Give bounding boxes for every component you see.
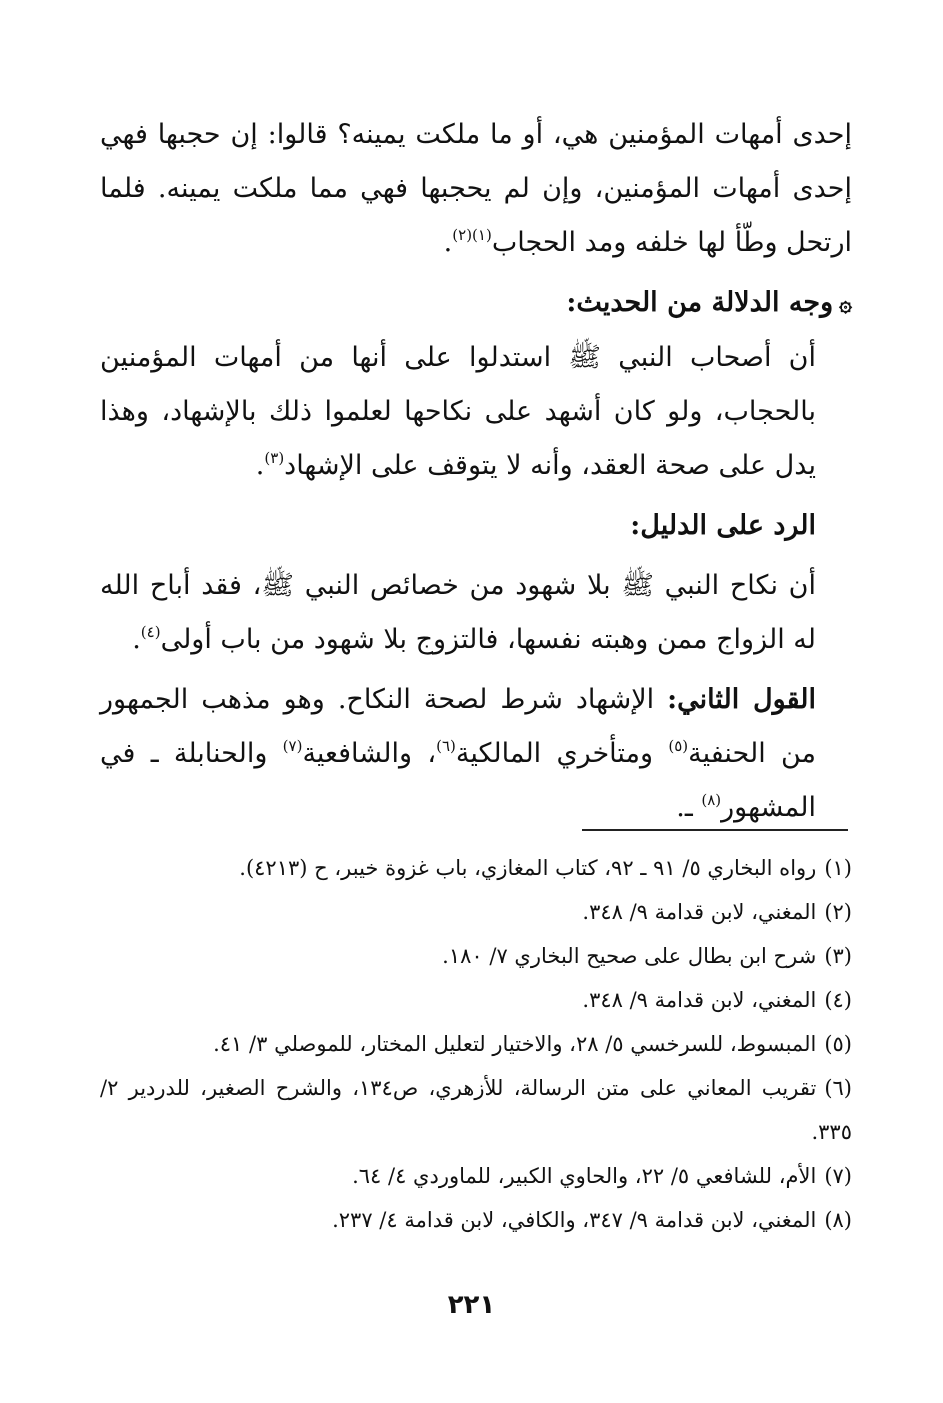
evidence-text: أن أصحاب النبي ﷺ استدلوا على أنها من أمهات المؤمنين بالحجاب، ولو كان أشهد على نكاحها لعلموا ذلك بالإشهاد، وهذا يدل على صحة العقد، وأنه لا يتوقف على الإشهاد — [100, 342, 816, 481]
footnote-2 — [100, 890, 852, 934]
heading-evidence-text: وجه الدلالة من الحديث: — [566, 287, 834, 318]
footnote-text: شرح ابن بطال على صحيح البخاري ٧/ ١٨٠. — [442, 944, 817, 968]
footnote-number: (١) — [824, 856, 852, 880]
footnote-number: (٣) — [824, 944, 852, 968]
footnote-7 — [100, 1154, 852, 1198]
hadith-line-3: فلما ارتحل وطّأ لها خلفه ومد الحجاب — [100, 173, 852, 258]
footnote-6 — [100, 1066, 852, 1154]
heading-evidence — [100, 276, 852, 331]
footnote-8 — [100, 1198, 852, 1242]
second-opinion-text-1: الإشهاد شرط لصحة النكاح. وهو مذهب الجمهور من الحنفية — [100, 684, 817, 769]
second-opinion-text-3: ، والشافعية — [302, 738, 437, 769]
footnote-number: (٤) — [824, 988, 852, 1012]
paragraph-evidence — [100, 331, 852, 493]
footnote-1 — [100, 846, 852, 890]
second-opinion-text-2: ومتأخري المالكية — [455, 738, 669, 769]
second-opinion-label: القول الثاني: — [667, 684, 816, 715]
footnote-marker-7[interactable]: (٧) — [282, 737, 303, 755]
footnote-5 — [100, 1022, 852, 1066]
footnote-marker-3[interactable]: (٣) — [264, 449, 285, 467]
footnote-marker-8[interactable]: (٨) — [701, 791, 722, 809]
footnotes — [100, 846, 852, 1242]
footnote-marker-6[interactable]: (٦) — [436, 737, 456, 755]
heading-rebuttal-text: الرد على الدليل: — [630, 510, 816, 541]
footnote-number: (٢) — [824, 900, 852, 924]
main-text — [100, 108, 852, 835]
period: . — [443, 227, 453, 258]
footnote-text: المغني، لابن قدامة ٩/ ٣٤٨. — [582, 988, 817, 1012]
footnote-divider — [582, 829, 848, 831]
footnote-text: تقريب المعاني على متن الرسالة، للأزهري، ص١٣٤، والشرح الصغير، للدردير ٢/ ٣٣٥. — [100, 1076, 852, 1144]
paragraph-second-opinion — [100, 673, 852, 835]
rebuttal-text: أن نكاح النبي ﷺ بلا شهود من خصائص النبي ﷺ، فقد أباح الله له الزواج ممن وهبته نفسها، فالتزوج بلا شهود من باب أولى — [100, 570, 816, 655]
hadith-line-1: إحدى أمهات المؤمنين هي، أو ما ملكت يمينه؟ قالوا: إن حجبها — [157, 119, 852, 150]
period: . — [132, 624, 141, 655]
footnote-number: (٨) — [824, 1208, 852, 1232]
paragraph-rebuttal — [100, 559, 852, 667]
period: . — [255, 450, 265, 481]
ornament-icon: ۞ — [839, 291, 852, 317]
footnote-4 — [100, 978, 852, 1022]
footnote-marker-2[interactable]: (٢) — [452, 226, 473, 244]
footnote-marker-5[interactable]: (٥) — [668, 737, 689, 755]
footnote-text: المغني، لابن قدامة ٩/ ٣٤٧، والكافي، لابن قدامة ٤/ ٢٣٧. — [332, 1208, 817, 1232]
footnote-number: (٧) — [824, 1164, 852, 1188]
footnote-text: رواه البخاري ٥/ ٩١ ـ ٩٢، كتاب المغازي، باب غزوة خيبر، ح (٤٢١٣). — [239, 856, 817, 880]
page-number: ٢٢١ — [447, 1290, 496, 1320]
heading-rebuttal — [100, 499, 852, 553]
footnote-number: (٥) — [824, 1032, 852, 1056]
footnote-text: المبسوط، للسرخسي ٥/ ٢٨، والاختيار لتعليل المختار، للموصلي ٣/ ٤١. — [213, 1032, 817, 1056]
second-opinion-text-5: ـ. — [676, 792, 702, 823]
footnote-marker-4[interactable]: (٤) — [140, 623, 161, 641]
footnote-number: (٦) — [824, 1076, 852, 1100]
second-opinion-text-4: والحنابلة ـ في المشهور — [100, 738, 816, 823]
paragraph-hadith — [100, 108, 852, 270]
footnote-text: الأم، للشافعي ٥/ ٢٢، والحاوي الكبير، للماوردي ٤/ ٦٤. — [352, 1164, 817, 1188]
hadith-line-2: فهي إحدى أمهات المؤمنين، وإن لم يحجبها فهي مما ملكت يمينه. — [100, 119, 852, 204]
footnote-text: المغني، لابن قدامة ٩/ ٣٤٨. — [582, 900, 817, 924]
footnote-3 — [100, 934, 852, 978]
footnote-marker-1[interactable]: (١) — [472, 226, 492, 244]
